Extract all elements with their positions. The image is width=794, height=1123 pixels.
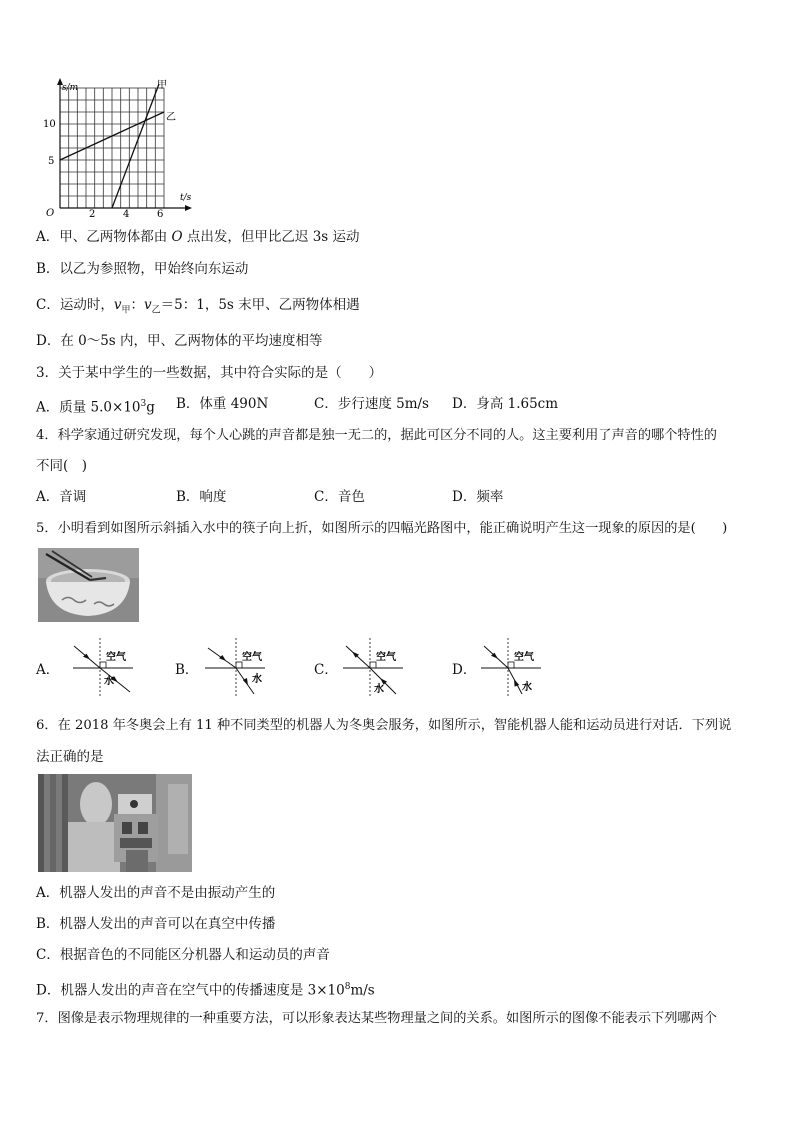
svg-text:空气: 空气 xyxy=(242,652,262,663)
ray-diagram-b xyxy=(200,636,270,700)
svg-text:空气: 空气 xyxy=(376,652,396,663)
q6-stem-line1: 6．在 2018 年冬奥会上有 11 种不同类型的机器人为冬奥会服务，如图所示，智能机器人能和运动员进行对话．下列说 xyxy=(36,718,732,733)
x-tick-6: 6 xyxy=(157,209,164,218)
y-axis-label: s/m xyxy=(62,83,79,93)
q4-stem-line2: 不同( ) xyxy=(36,458,88,474)
s-t-graph xyxy=(40,78,210,218)
origin-label: O xyxy=(46,208,55,218)
q2-option-b: B．以乙为参照物，甲始终向东运动 xyxy=(36,261,249,277)
q2-option-c: C．运动时，$v_甲$：$v_乙=5$：1，5s 末甲、乙两物体相遇 xyxy=(36,297,360,316)
x-tick-2: 2 xyxy=(89,209,96,218)
q4-option-a: A．音调 xyxy=(36,489,87,505)
q5-stem: 5．小明看到如图所示斜插入水中的筷子向上折，如图所示的四幅光路图中，能正确说明产生这一现象的原因的是( ) xyxy=(36,521,728,536)
svg-text:空气: 空气 xyxy=(514,652,534,663)
q5-option-d: D． xyxy=(452,662,477,678)
q7-stem-line1: 7．图像是表示物理规律的一种重要方法，可以形象表达某些物理量之间的关系。如图所示的图像不能表示下列哪两个 xyxy=(36,1011,717,1026)
q6-option-c: C．根据音色的不同能区分机器人和运动员的声音 xyxy=(36,947,330,963)
bowl-chopsticks-photo xyxy=(38,548,139,622)
q3-option-d: D．身高 1.65cm xyxy=(452,396,559,412)
y-tick-10: 10 xyxy=(43,119,56,130)
line-jia xyxy=(112,84,159,208)
robot-photo xyxy=(38,774,192,872)
y-tick-5: 5 xyxy=(48,156,55,167)
q2-option-d: D．在 0～5s 内，甲、乙两物体的平均速度相等 xyxy=(36,333,323,349)
q6-stem-line2: 法正确的是 xyxy=(36,749,104,765)
q5-option-b: B． xyxy=(175,662,199,678)
svg-text:水: 水 xyxy=(252,674,262,685)
x-axis-label: t/s xyxy=(180,193,192,203)
line-yi-label: 乙 xyxy=(166,112,176,123)
q4-stem-line1: 4．科学家通过研究发现，每个人心跳的声音都是独一无二的，据此可区分不同的人。这主要利用了声音的哪个特性的 xyxy=(36,428,717,443)
q4-option-d: D．频率 xyxy=(452,489,504,505)
svg-text:水: 水 xyxy=(374,684,384,695)
q6-option-d: D．机器人发出的声音在空气中的传播速度是 $3\times 10^8m/s$ xyxy=(36,982,375,999)
q6-option-a: A．机器人发出的声音不是由振动产生的 xyxy=(36,885,276,901)
ray-diagram-a xyxy=(68,636,138,700)
q4-option-c: C．音色 xyxy=(314,489,365,505)
svg-text:水: 水 xyxy=(522,682,532,693)
q3-stem: 3．关于某中学生的一些数据，其中符合实际的是（ ） xyxy=(36,365,383,381)
q3-option-b: B．体重 490N xyxy=(176,396,269,412)
ray-diagram-d xyxy=(476,636,546,700)
svg-text:水: 水 xyxy=(104,676,114,687)
q5-option-c: C． xyxy=(314,662,338,678)
ray-diagram-c xyxy=(338,636,408,700)
svg-text:空气: 空气 xyxy=(106,652,126,663)
q5-option-a: A． xyxy=(36,662,60,678)
line-jia-label: 甲 xyxy=(157,80,167,91)
q2-option-a: A．甲、乙两物体都由 O 点出发，但甲比乙迟 3s 运动 xyxy=(36,229,360,245)
q3-option-a: A．质量 $5.0\times 10^3g$ xyxy=(36,399,155,416)
q6-option-b: B．机器人发出的声音可以在真空中传播 xyxy=(36,916,276,932)
q3-option-c: C．步行速度 5m/s xyxy=(314,396,429,412)
q4-option-b: B．响度 xyxy=(176,489,227,505)
x-tick-4: 4 xyxy=(123,209,130,218)
graph-grid xyxy=(60,88,164,208)
x-axis-arrow xyxy=(185,205,192,211)
